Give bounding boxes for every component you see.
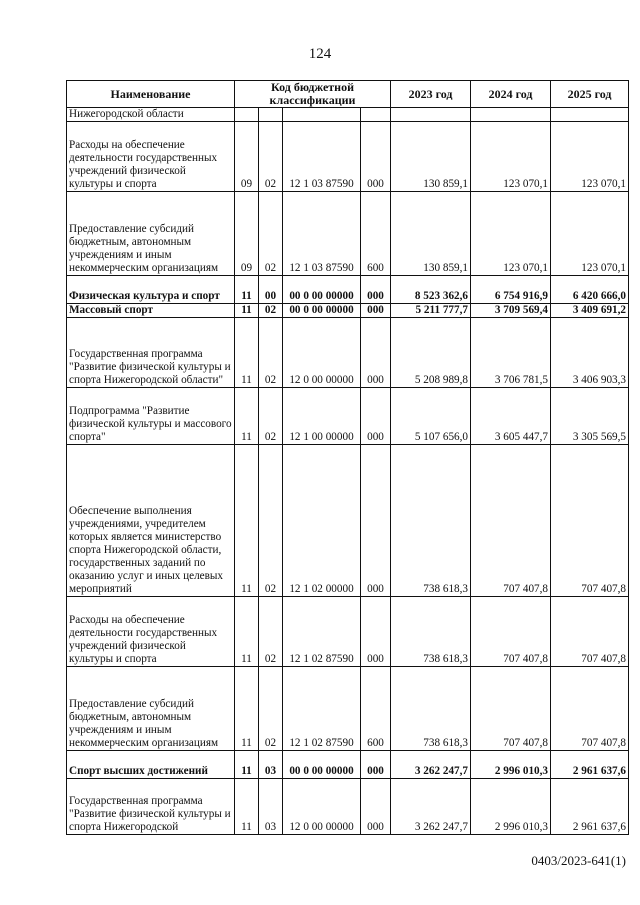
cell-target-article: 12 1 03 87590: [283, 192, 361, 276]
cell-target-article: 00 0 00 00000: [283, 276, 361, 304]
cell-section: 11: [235, 304, 259, 318]
cell-2024: 123 070,1: [471, 122, 551, 192]
cell-name: Государственная программа "Развитие физической культуры и спорта Нижегородской: [67, 779, 235, 835]
cell-name: Расходы на обеспечение деятельности государственных учреждений физической культуры и спорта: [67, 597, 235, 667]
cell-2025: 3 305 569,5: [551, 388, 629, 445]
cell-2025: 6 420 666,0: [551, 276, 629, 304]
cell-name: Обеспечение выполнения учреждениями, учредителем которых является министерство спорта Нижегородской области, государственных заданий по оказанию услуг и иных целевых мероприятий: [67, 445, 235, 597]
cell-section: 11: [235, 597, 259, 667]
table-body: [67, 108, 629, 835]
header-2024: 2024 год: [471, 81, 551, 108]
cell-2025: [551, 108, 629, 122]
cell-2023: 3 262 247,7: [391, 779, 471, 835]
table-row: [67, 751, 629, 779]
cell-2023: [391, 108, 471, 122]
cell-2025: 707 407,8: [551, 597, 629, 667]
cell-expense-type: 000: [361, 304, 391, 318]
cell-name: Подпрограмма "Развитие физической культуры и массового спорта": [67, 388, 235, 445]
cell-expense-type: 000: [361, 751, 391, 779]
cell-expense-type: 000: [361, 597, 391, 667]
table-row: [67, 597, 629, 667]
cell-target-article: 12 0 00 00000: [283, 779, 361, 835]
cell-2023: 5 107 656,0: [391, 388, 471, 445]
cell-2023: 130 859,1: [391, 122, 471, 192]
cell-2025: 2 961 637,6: [551, 779, 629, 835]
cell-target-article: 12 1 02 00000: [283, 445, 361, 597]
cell-2023: 738 618,3: [391, 667, 471, 751]
cell-subsection: 02: [259, 304, 283, 318]
cell-section: 09: [235, 122, 259, 192]
cell-subsection: 02: [259, 597, 283, 667]
cell-2023: 738 618,3: [391, 597, 471, 667]
cell-section: 11: [235, 445, 259, 597]
cell-expense-type: 000: [361, 779, 391, 835]
cell-expense-type: 000: [361, 445, 391, 597]
cell-section: 11: [235, 751, 259, 779]
cell-2023: 738 618,3: [391, 445, 471, 597]
cell-2025: 3 409 691,2: [551, 304, 629, 318]
cell-subsection: 03: [259, 779, 283, 835]
table-row: [67, 779, 629, 835]
cell-subsection: 02: [259, 388, 283, 445]
cell-expense-type: 600: [361, 667, 391, 751]
table-row: [67, 122, 629, 192]
cell-section: 11: [235, 667, 259, 751]
cell-target-article: 00 0 00 00000: [283, 751, 361, 779]
cell-2024: 6 754 916,9: [471, 276, 551, 304]
cell-2024: 707 407,8: [471, 597, 551, 667]
budget-table: [66, 80, 629, 835]
cell-expense-type: 000: [361, 388, 391, 445]
cell-name: Расходы на обеспечение деятельности государственных учреждений физической культуры и спорта: [67, 122, 235, 192]
cell-subsection: 02: [259, 445, 283, 597]
cell-name: Предоставление субсидий бюджетным, автономным учреждениям и иным некоммерческим организациям: [67, 667, 235, 751]
cell-2023: 5 211 777,7: [391, 304, 471, 318]
table-row: [67, 318, 629, 388]
cell-name: Государственная программа "Развитие физической культуры и спорта Нижегородской области": [67, 318, 235, 388]
cell-section: [235, 108, 259, 122]
cell-subsection: [259, 108, 283, 122]
cell-target-article: [283, 108, 361, 122]
cell-target-article: 12 1 02 87590: [283, 597, 361, 667]
cell-expense-type: [361, 108, 391, 122]
cell-section: 11: [235, 388, 259, 445]
cell-expense-type: 000: [361, 318, 391, 388]
cell-2024: 2 996 010,3: [471, 751, 551, 779]
cell-2025: 707 407,8: [551, 667, 629, 751]
table-row: [67, 108, 629, 122]
cell-2025: 123 070,1: [551, 192, 629, 276]
cell-2024: 707 407,8: [471, 445, 551, 597]
header-2025: 2025 год: [551, 81, 629, 108]
cell-2023: 130 859,1: [391, 192, 471, 276]
cell-2024: 3 709 569,4: [471, 304, 551, 318]
cell-section: 11: [235, 276, 259, 304]
cell-2024: [471, 108, 551, 122]
cell-name: Предоставление субсидий бюджетным, автономным учреждениям и иным некоммерческим организациям: [67, 192, 235, 276]
cell-2023: 8 523 362,6: [391, 276, 471, 304]
cell-2024: 2 996 010,3: [471, 779, 551, 835]
header-2023: 2023 год: [391, 81, 471, 108]
cell-target-article: 12 0 00 00000: [283, 318, 361, 388]
cell-2024: 3 605 447,7: [471, 388, 551, 445]
document-code: 0403/2023-641(1): [531, 853, 626, 868]
cell-name: Массовый спорт: [67, 304, 235, 318]
cell-name: Нижегородской области: [67, 108, 235, 122]
cell-2025: 707 407,8: [551, 445, 629, 597]
table-row: [67, 304, 629, 318]
cell-target-article: 12 1 02 87590: [283, 667, 361, 751]
cell-2024: 707 407,8: [471, 667, 551, 751]
cell-target-article: 12 1 00 00000: [283, 388, 361, 445]
cell-subsection: 02: [259, 192, 283, 276]
cell-subsection: 02: [259, 667, 283, 751]
table-row: [67, 192, 629, 276]
cell-subsection: 03: [259, 751, 283, 779]
page-number: 124: [308, 46, 332, 62]
cell-expense-type: 600: [361, 192, 391, 276]
table-header-row: [67, 81, 629, 108]
cell-subsection: 00: [259, 276, 283, 304]
header-name: Наименование: [67, 81, 235, 108]
cell-section: 09: [235, 192, 259, 276]
cell-2025: 123 070,1: [551, 122, 629, 192]
cell-expense-type: 000: [361, 276, 391, 304]
header-code: Код бюджетной классификации: [235, 81, 391, 108]
cell-section: 11: [235, 779, 259, 835]
cell-target-article: 00 0 00 00000: [283, 304, 361, 318]
cell-name: Физическая культура и спорт: [67, 276, 235, 304]
cell-2024: 123 070,1: [471, 192, 551, 276]
cell-target-article: 12 1 03 87590: [283, 122, 361, 192]
table-row: [67, 667, 629, 751]
cell-2025: 3 406 903,3: [551, 318, 629, 388]
table-row: [67, 445, 629, 597]
cell-2023: 5 208 989,8: [391, 318, 471, 388]
cell-name: Спорт высших достижений: [67, 751, 235, 779]
cell-2023: 3 262 247,7: [391, 751, 471, 779]
cell-expense-type: 000: [361, 122, 391, 192]
cell-section: 11: [235, 318, 259, 388]
cell-subsection: 02: [259, 318, 283, 388]
cell-2024: 3 706 781,5: [471, 318, 551, 388]
table-row: [67, 276, 629, 304]
table-row: [67, 388, 629, 445]
cell-subsection: 02: [259, 122, 283, 192]
cell-2025: 2 961 637,6: [551, 751, 629, 779]
